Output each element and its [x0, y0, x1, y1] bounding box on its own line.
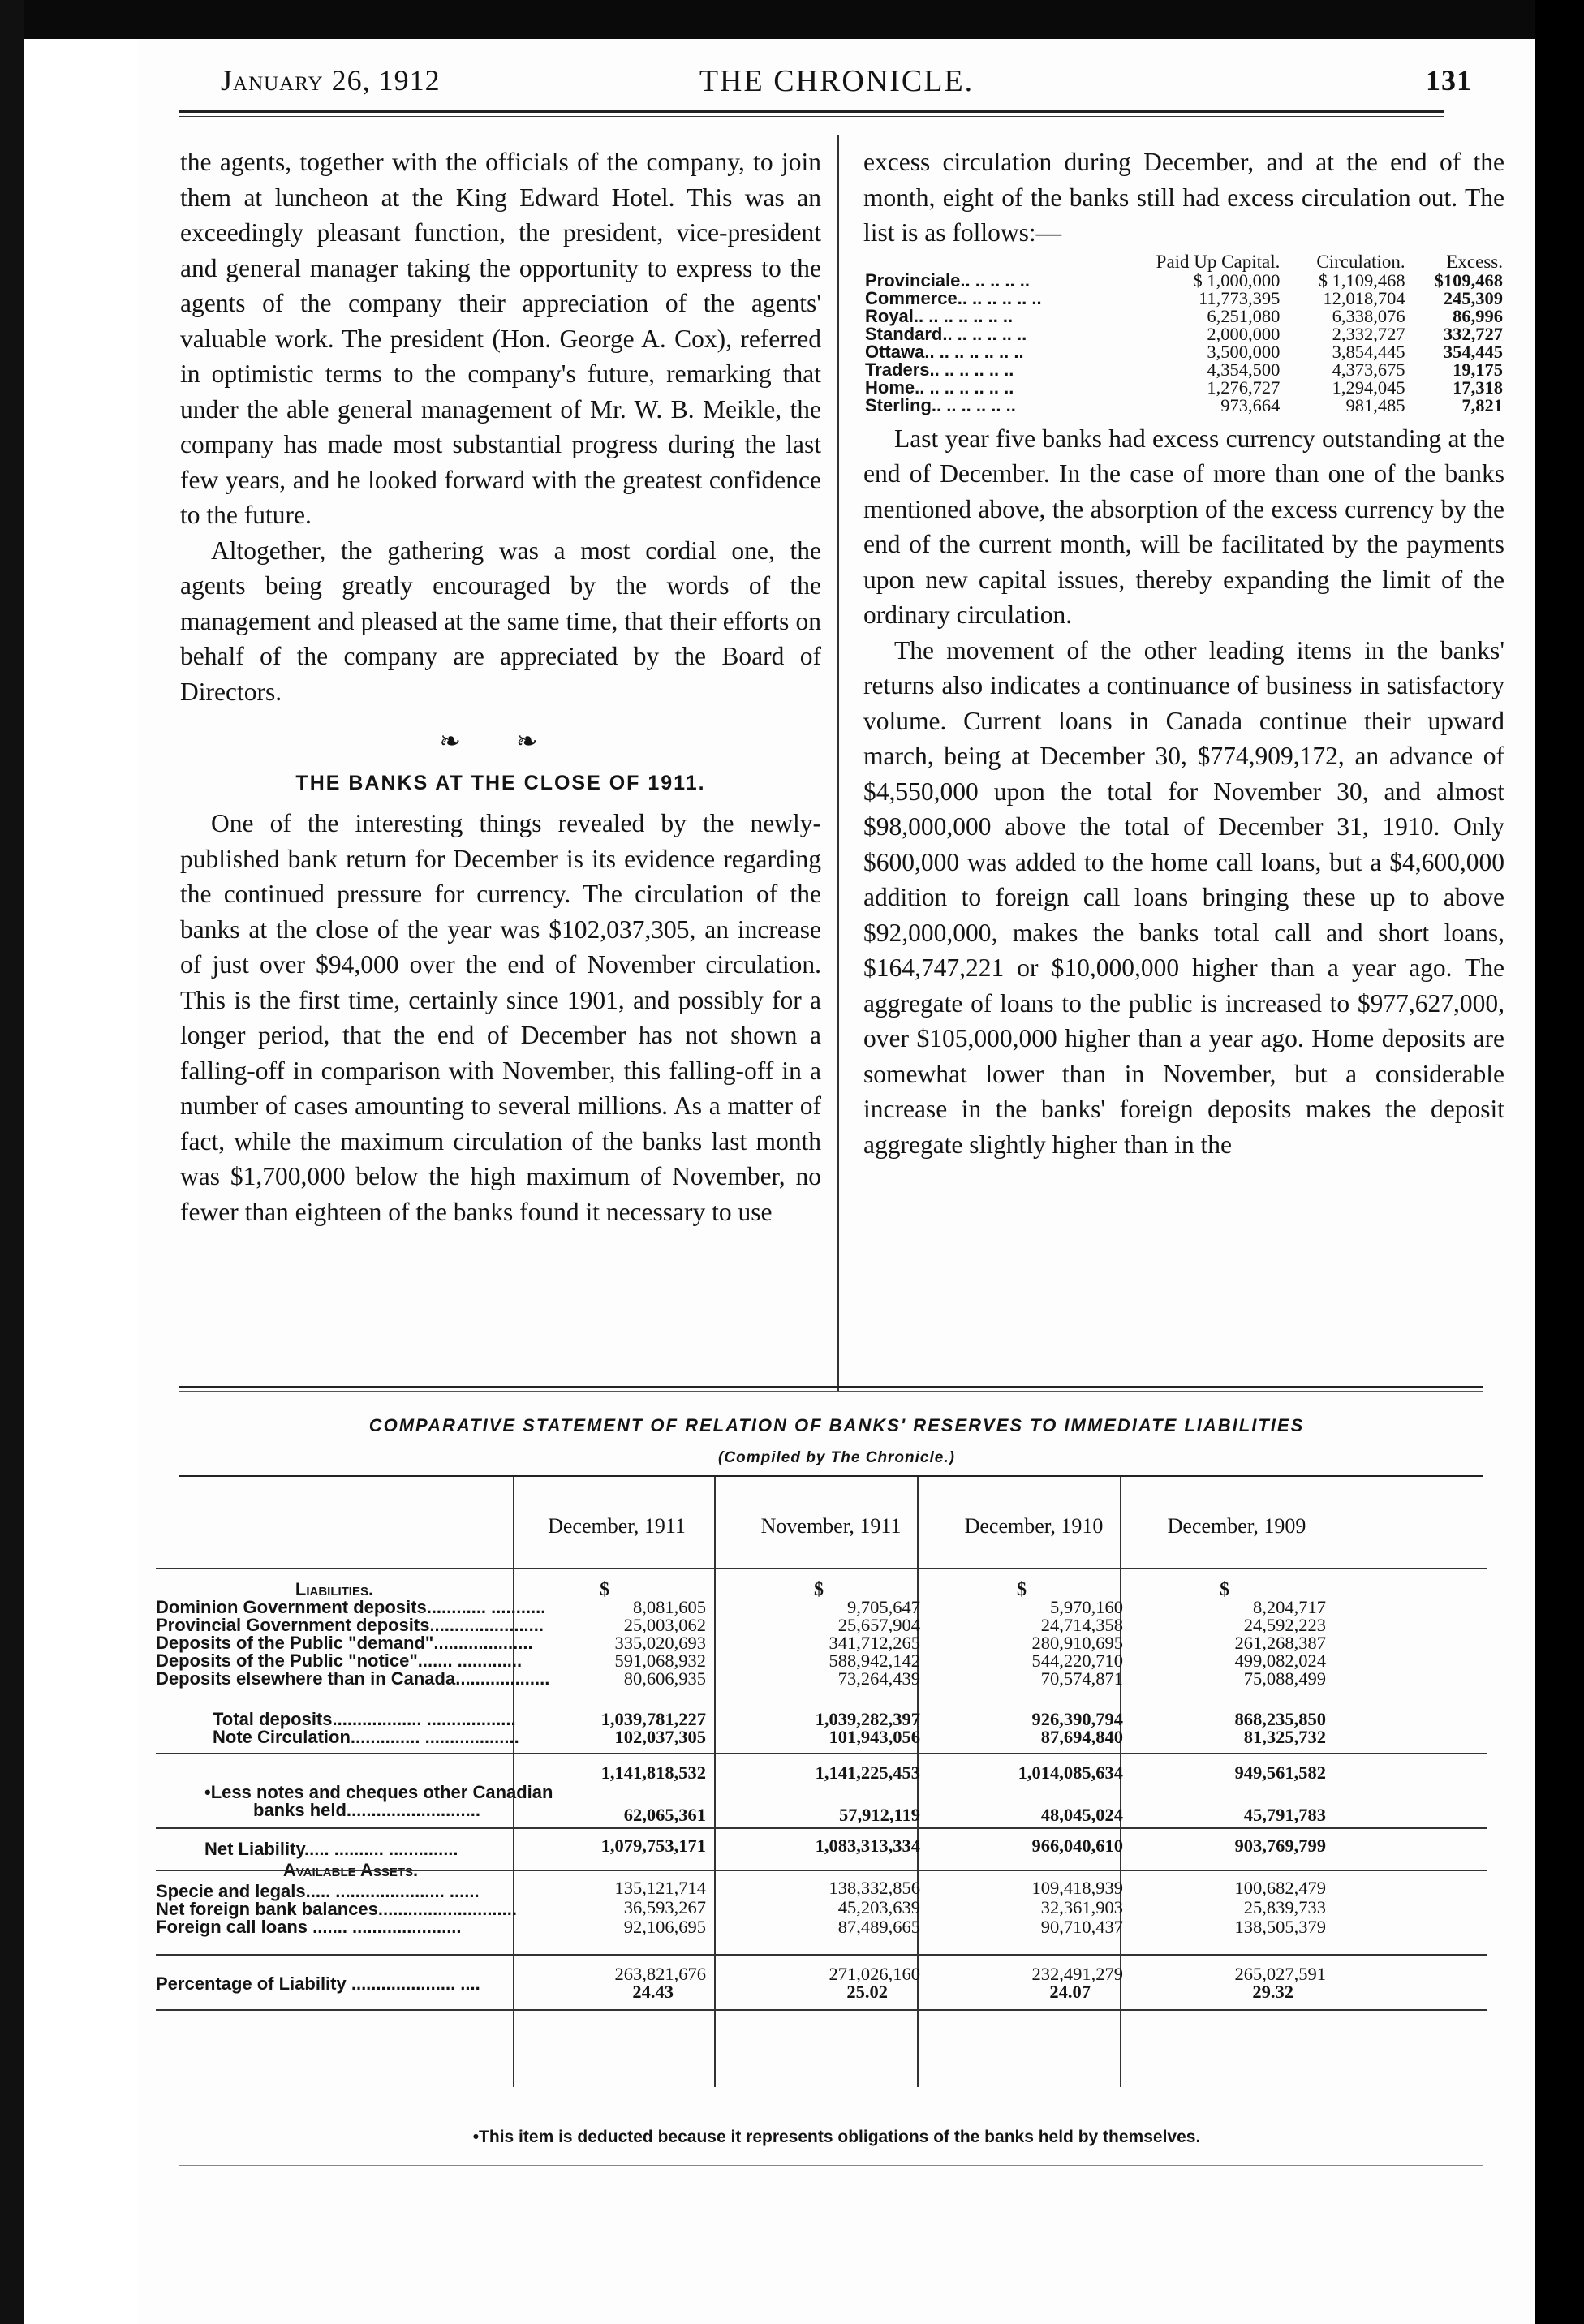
cell-value: 25,657,904 — [837, 1615, 920, 1635]
table-cell: Ottawa.. .. .. .. .. .. .. — [865, 341, 1024, 362]
cell-value: 1,141,818,532 — [600, 1762, 706, 1783]
table-row — [863, 397, 1504, 415]
table-cell: 332,727 — [1443, 323, 1503, 344]
cell-value: 25,003,062 — [623, 1615, 706, 1635]
paragraph: the agents, together with the officials of the company, to join them at luncheon at the King Edward Hotel. This was an exceedingly pleasant function, the president, vice-president and general manager taking the opportunity to express to the agents of the company their appreciation of the agents' valuable work. The president (Hon. George A. Cox), referred in optimistic terms to the company's future, remarking that under the able general management of Mr. W. B. Meikle, the company has made most substantial progress during the last few years, and he looked forward with the greatest confidence to the future. — [180, 148, 821, 529]
scan-left-border — [0, 0, 24, 2324]
liabilities-heading: Liabilities. — [295, 1579, 374, 1599]
cell-value: 280,910,695 — [1031, 1633, 1123, 1653]
table-cell: $109,468 — [1434, 269, 1503, 290]
cell-value: 265,027,591 — [1234, 1964, 1326, 1984]
cell-value: 271,026,160 — [829, 1964, 920, 1984]
cell-value: 75,088,499 — [1243, 1668, 1326, 1689]
row-label: Provincial Government deposits....................... — [156, 1615, 544, 1635]
table-cell: 973,664 — [1220, 394, 1281, 415]
table-cell: $ 1,000,000 — [1193, 269, 1281, 290]
currency-sign: $ — [1220, 1579, 1229, 1600]
cell-value: 8,204,717 — [1253, 1597, 1326, 1617]
table-cell: 245,309 — [1443, 287, 1503, 308]
table-cell: Traders.. .. .. .. .. .. — [865, 359, 1014, 380]
row-label: Foreign call loans ....... ...................... — [156, 1917, 462, 1937]
cell-value: 966,040,610 — [1031, 1836, 1123, 1856]
article-headline: THE BANKS AT THE CLOSE OF 1911. — [295, 771, 706, 794]
cell-value: 36,593,267 — [623, 1897, 706, 1917]
paragraph: Altogether, the gathering was a most cordial one, the agents being greatly encouraged by the words of the management and pleased at the same time, that their efforts on behalf of the company are appreciated by the Board of Directors. — [180, 536, 821, 706]
cell-value: 499,082,024 — [1234, 1650, 1326, 1671]
row-label: Net Liability..... .......... .............. — [204, 1839, 458, 1859]
cell-value: 591,068,932 — [614, 1650, 706, 1671]
column-header: December, 1910 — [964, 1514, 1104, 1538]
cell-value: 1,039,282,397 — [815, 1709, 920, 1729]
row-label: banks held........................... — [253, 1800, 480, 1820]
cell-value: 80,606,935 — [623, 1668, 706, 1689]
paragraph: Last year five banks had excess currency outstanding at the end of December. In the case of more than one of the banks mentioned above, the absorption of the excess currency by the end of the current month, will be facilitated by the payments upon new capital issues, thereby expanding the limit of the ordinary circulation. — [863, 424, 1504, 629]
cell-value: 100,682,479 — [1234, 1878, 1326, 1898]
table-cell: 3,500,000 — [1207, 341, 1281, 362]
excess-circulation-table — [863, 252, 1504, 415]
table-cell: 4,354,500 — [1207, 359, 1281, 380]
table-cell: 6,251,080 — [1207, 305, 1281, 326]
table-cell: $ 1,109,468 — [1318, 269, 1405, 290]
table-cell: 6,338,076 — [1332, 305, 1405, 326]
cell-value: 24.43 — [632, 1982, 674, 2002]
running-head-title: THE CHRONICLE. — [699, 64, 975, 98]
cell-value: 109,418,939 — [1031, 1878, 1123, 1898]
table-cell: 981,485 — [1345, 394, 1405, 415]
column-divider — [837, 135, 839, 1392]
row-label: Dominion Government deposits............ ........... — [156, 1597, 546, 1617]
paragraph: excess circulation during December, and at the end of the month, eight of the banks still had excess circulation out. The list is as follows:— — [863, 148, 1504, 247]
table-cell: 1,294,045 — [1332, 377, 1405, 398]
row-label: •Less notes and cheques other Canadian — [204, 1782, 553, 1802]
table-cell: 17,318 — [1453, 377, 1503, 398]
paragraph: One of the interesting things revealed by the newly-published bank return for December is its evidence regarding the continued pressure for currency. The circulation of the banks at the close of the year was $102,037,305, an increase of just over $94,000 over the end of November circulation. This is the first time, certainly since 1901, and possibly for a longer period, that the end of December has not shown a falling-off in comparison with November, this falling-off in a number of cases amounting to several millions. As a matter of fact, while the maximum circulation of the banks last month was $1,700,000 below the high maximum of November, no fewer than eighteen of the banks found it necessary to use — [180, 809, 821, 1226]
table-rule — [156, 1827, 1487, 1829]
cell-value: 1,141,225,453 — [815, 1762, 920, 1783]
column-header: December, 1911 — [548, 1514, 686, 1538]
scan-right-border — [1535, 0, 1584, 2324]
row-label: Percentage of Liability ..................... .... — [156, 1973, 480, 1994]
right-column — [863, 144, 1504, 1162]
cell-value: 1,039,781,227 — [600, 1709, 706, 1729]
cell-value: 9,705,647 — [847, 1597, 920, 1617]
table-cell: 4,373,675 — [1332, 359, 1405, 380]
assets-heading: Available Assets. — [282, 1860, 419, 1880]
row-label: Deposits of the Public "notice"....... ............. — [156, 1650, 523, 1671]
newspaper-page — [138, 39, 1535, 2324]
cell-value: 25.02 — [846, 1982, 888, 2002]
header-rule — [179, 110, 1444, 113]
currency-sign: $ — [814, 1579, 824, 1600]
left-column — [180, 144, 821, 1229]
cell-value: 32,361,903 — [1040, 1897, 1123, 1917]
cell-value: 261,268,387 — [1234, 1633, 1326, 1653]
cell-value: 949,561,582 — [1234, 1762, 1326, 1783]
dinkus-ornament: ❧ ❧ — [439, 726, 562, 755]
table-cell: Provinciale.. .. .. .. .. — [865, 269, 1030, 290]
cell-value: 1,079,753,171 — [600, 1836, 706, 1856]
table-rule — [156, 1753, 1487, 1754]
column-header: December, 1909 — [1167, 1514, 1306, 1538]
cell-value: 90,710,437 — [1040, 1917, 1123, 1937]
cell-value: 25,839,733 — [1243, 1897, 1326, 1917]
row-label: Deposits of the Public "demand".................... — [156, 1633, 533, 1653]
cell-value: 45,203,639 — [837, 1897, 920, 1917]
cell-value: 24.07 — [1049, 1982, 1091, 2002]
table-header-row — [863, 252, 1504, 272]
cell-value: 5,970,160 — [1050, 1597, 1123, 1617]
table-row — [863, 343, 1504, 361]
cell-value: 138,505,379 — [1234, 1917, 1326, 1937]
table-cell: 2,332,727 — [1332, 323, 1405, 344]
table-cell: 86,996 — [1453, 305, 1503, 326]
cell-value: 868,235,850 — [1234, 1709, 1326, 1729]
cell-value: 135,121,714 — [614, 1878, 706, 1898]
table-cell: Commerce.. .. .. .. .. .. — [865, 287, 1042, 308]
cell-value: 102,037,305 — [614, 1727, 706, 1747]
table-rule — [156, 1870, 1487, 1871]
excess-table-body — [863, 269, 1504, 415]
table-row — [863, 325, 1504, 343]
table-row — [863, 379, 1504, 397]
table-header-cell: Paid Up Capital. — [1156, 251, 1281, 272]
table-cell: 354,445 — [1443, 341, 1503, 362]
table-cell: Standard.. .. .. .. .. .. — [865, 323, 1027, 344]
cell-value: 1,014,085,634 — [1018, 1762, 1123, 1783]
table-cell: 3,854,445 — [1332, 341, 1405, 362]
cell-value: 263,821,676 — [614, 1964, 706, 1984]
table-header-cell — [863, 252, 1108, 272]
table-cell: 2,000,000 — [1207, 323, 1281, 344]
table-rule — [156, 1954, 1487, 1956]
row-label: Deposits elsewhere than in Canada................... — [156, 1668, 550, 1689]
cell-value: 81,325,732 — [1243, 1727, 1326, 1747]
cell-value: 48,045,024 — [1040, 1805, 1123, 1825]
table-cell: Home.. .. .. .. .. .. .. — [865, 377, 1014, 398]
table-cell: 12,018,704 — [1323, 287, 1405, 308]
table-cell: 7,821 — [1461, 394, 1503, 415]
row-label: Specie and legals..... ...................... ...... — [156, 1881, 480, 1901]
cell-value: 70,574,871 — [1040, 1668, 1123, 1689]
cell-value: 232,491,279 — [1031, 1964, 1123, 1984]
cell-value: 1,083,313,334 — [815, 1836, 920, 1856]
column-header: November, 1911 — [760, 1514, 902, 1538]
cell-value: 87,694,840 — [1040, 1727, 1123, 1747]
currency-sign: $ — [600, 1579, 609, 1600]
row-label: Note Circulation.............. ................... — [213, 1727, 519, 1747]
table-header-cell: Excess. — [1446, 251, 1503, 272]
cell-value: 24,714,358 — [1040, 1615, 1123, 1635]
table-row — [863, 361, 1504, 379]
table-row — [863, 290, 1504, 308]
table-rule — [156, 2009, 1487, 2011]
table-row — [863, 308, 1504, 325]
cell-value: 544,220,710 — [1031, 1650, 1123, 1671]
table-cell: Sterling.. .. .. .. .. .. — [865, 394, 1016, 415]
comparative-statement-table — [156, 1477, 1503, 2110]
cell-value: 57,912,119 — [838, 1805, 920, 1825]
cell-value: 101,943,056 — [829, 1727, 920, 1747]
cell-value: 138,332,856 — [829, 1878, 920, 1898]
table-row — [863, 272, 1504, 290]
bottom-rule — [179, 2165, 1483, 2166]
cell-value: 92,106,695 — [623, 1917, 706, 1937]
cell-value: 24,592,223 — [1243, 1615, 1326, 1635]
row-label: Total deposits.................. .................. — [213, 1709, 516, 1729]
table-cell: 1,276,727 — [1207, 377, 1281, 398]
table-rule — [156, 1568, 1487, 1569]
running-head-date: January 26, 1912 — [221, 64, 441, 97]
header-rule-thin — [179, 116, 1444, 117]
section-rule — [179, 1386, 1483, 1388]
cell-value: 29.32 — [1252, 1982, 1293, 2002]
cell-value: 45,791,783 — [1243, 1805, 1326, 1825]
statement-footnote: •This item is deducted because it represents obligations of the banks held by themselves. — [472, 2128, 1201, 2146]
section-rule-thin — [179, 1391, 1483, 1392]
cell-value: 926,390,794 — [1031, 1709, 1123, 1729]
cell-value: 335,020,693 — [614, 1633, 706, 1653]
statement-subtitle: (Compiled by The Chronicle.) — [718, 1449, 955, 1466]
table-cell: 11,773,395 — [1198, 287, 1281, 308]
scan-top-border — [0, 0, 1584, 39]
row-label: Net foreign bank balances............................ — [156, 1899, 517, 1919]
cell-value: 588,942,142 — [829, 1650, 920, 1671]
cell-value: 341,712,265 — [829, 1633, 920, 1653]
currency-sign: $ — [1017, 1579, 1027, 1600]
cell-value: 62,065,361 — [623, 1805, 706, 1825]
table-header-cell: Circulation. — [1316, 251, 1405, 272]
cell-value: 87,489,665 — [837, 1917, 920, 1937]
statement-title: COMPARATIVE STATEMENT OF RELATION OF BANKS' RESERVES TO IMMEDIATE LIABILITIES — [368, 1415, 1305, 1435]
table-cell: 19,175 — [1453, 359, 1503, 380]
cell-value: 73,264,439 — [837, 1668, 920, 1689]
table-cell: Royal.. .. .. .. .. .. .. — [865, 305, 1014, 326]
cell-value: 903,769,799 — [1234, 1836, 1326, 1856]
page-number: 131 — [1426, 64, 1472, 97]
cell-value: 8,081,605 — [633, 1597, 706, 1617]
paragraph: The movement of the other leading items in the banks' returns also indicates a continuance of business in satisfactory volume. Current loans in Canada continue their upward march, being at December 30, $774,909,172, an advance of $4,550,000 upon the total for November 30, and almost $98,000,000 above the total of December 31, 1910. Only $600,000 was added to the home call loans, but a $4,600,000 addition to foreign call loans bringing these up to above $92,000,000, makes the banks total call and short loans, $164,747,221 or $10,000,000 higher than a year ago. The aggregate of loans to the public is increased to $977,627,000, over $105,000,000 higher than a year ago. Home deposits are somewhat lower than in November, but a considerable increase in the banks' foreign deposits makes the deposit aggregate slightly higher than in the — [863, 635, 1504, 1159]
